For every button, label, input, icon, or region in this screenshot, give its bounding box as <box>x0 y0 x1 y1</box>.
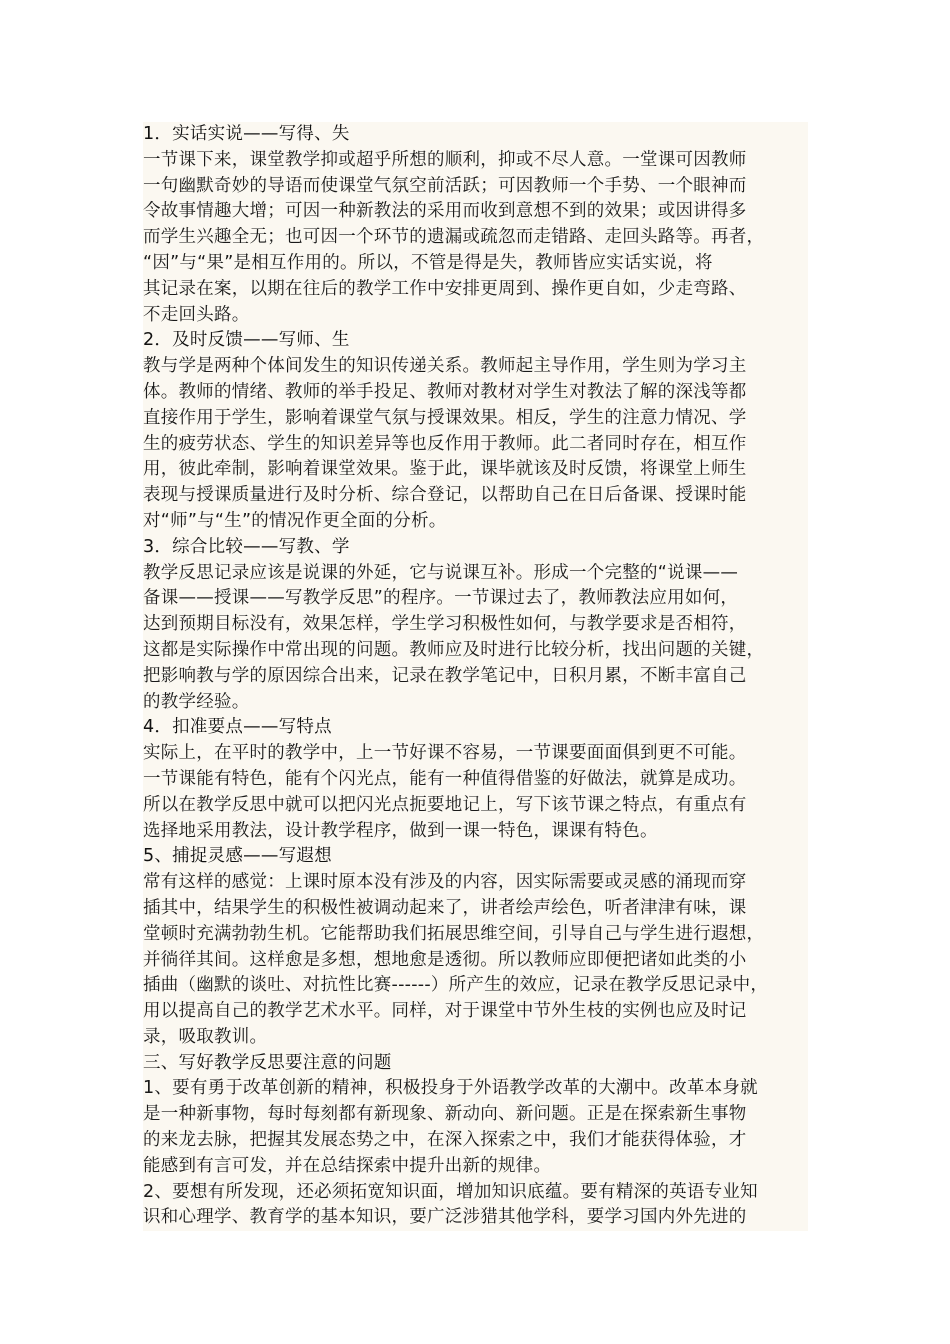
section-heading: 5、捕捉灵感——写遐想 <box>143 846 332 867</box>
section-heading: 2．及时反馈——写师、生 <box>143 330 350 351</box>
text-line: 堂顿时充满勃勃生机。它能帮助我们拓展思维空间，引导自己与学生进行遐想， <box>143 923 765 944</box>
text-line: 达到预期目标没有，效果怎样，学生学习积极性如何，与教学要求是否相符， <box>143 614 747 635</box>
text-line: 并徜徉其间。这样愈是多想，想地愈是透彻。所以教师应即便把诸如此类的小 <box>143 949 747 970</box>
text-line: 插曲（幽默的谈吐、对抗性比赛------）所产生的效应，记录在教学反思记录中， <box>143 975 769 996</box>
text-line: 表现与授课质量进行及时分析、综合登记，以帮助自己在日后备课、授课时能 <box>143 485 747 506</box>
text-line: 而学生兴趣全无；也可因一个环节的遗漏或疏忽而走错路、走回头路等。再者， <box>143 227 765 248</box>
text-line: 这都是实际操作中常出现的问题。教师应及时进行比较分析，找出问题的关键， <box>143 639 765 660</box>
text-line: 备课——授课——写教学反思”的程序。一节课过去了，教师教法应用如何， <box>143 588 739 609</box>
text-line: 1、要有勇于改革创新的精神，积极投身于外语教学改革的大潮中。改革本身就 <box>143 1078 758 1099</box>
text-line: 一节课下来，课堂教学抑或超乎所想的顺利，抑或不尽人意。一堂课可因教师 <box>143 149 747 170</box>
text-line: 所以在教学反思中就可以把闪光点扼要地记上，写下该节课之特点，有重点有 <box>143 794 747 815</box>
text-line: 识和心理学、教育学的基本知识，要广泛涉猎其他学科，要学习国内外先进的 <box>143 1207 747 1228</box>
text-line: 用，彼此牵制，影响着课堂效果。鉴于此，课毕就该及时反馈，将课堂上师生 <box>143 459 747 480</box>
section-heading: 三、写好教学反思要注意的问题 <box>143 1052 392 1073</box>
text-line: 选择地采用教法，设计教学程序，做到一课一特色，课课有特色。 <box>143 820 658 841</box>
section-heading: 3．综合比较——写教、学 <box>143 536 350 557</box>
section-heading: 4．扣准要点——写特点 <box>143 717 332 738</box>
text-line: 把影响教与学的原因综合出来，记录在教学笔记中，日积月累，不断丰富自己 <box>143 665 747 686</box>
text-line: 常有这样的感觉：上课时原本没有涉及的内容，因实际需要或灵感的涌现而穿 <box>143 872 747 893</box>
text-line: 教学反思记录应该是说课的外延，它与说课互补。形成一个完整的“说课—— <box>143 562 739 583</box>
text-line: 直接作用于学生，影响着课堂气氛与授课效果。相反，学生的注意力情况、学 <box>143 407 747 428</box>
text-line: 对“师”与“生”的情况作更全面的分析。 <box>143 510 447 531</box>
text-line: 能感到有言可发，并在总结探索中提升出新的规律。 <box>143 1155 552 1176</box>
text-line: 体。教师的情绪、教师的举手投足、教师对教材对学生对教法了解的深浅等都 <box>143 381 747 402</box>
document-body <box>143 122 808 1231</box>
text-line: 实际上，在平时的教学中，上一节好课不容易，一节课要面面俱到更不可能。 <box>143 743 747 764</box>
text-line: 一句幽默奇妙的导语而使课堂气氛空前活跃；可因教师一个手势、一个眼神而 <box>143 175 747 196</box>
text-line: 录，吸取教训。 <box>143 1026 268 1047</box>
text-line: 插其中，结果学生的积极性被调动起来了，讲者绘声绘色，听者津津有味，课 <box>143 897 747 918</box>
text-line: 不走回头路。 <box>143 304 250 325</box>
text-line: 2、要想有所发现，还必须拓宽知识面，增加知识底蕴。要有精深的英语专业知 <box>143 1181 758 1202</box>
text-line: 用以提高自己的教学艺术水平。同样，对于课堂中节外生枝的实例也应及时记 <box>143 1001 747 1022</box>
text-line: 的教学经验。 <box>143 691 250 712</box>
text-line: 一节课能有特色，能有个闪光点，能有一种值得借鉴的好做法，就算是成功。 <box>143 768 747 789</box>
text-line: 令故事情趣大增；可因一种新教法的采用而收到意想不到的效果；或因讲得多 <box>143 201 747 222</box>
text-line: 其记录在案，以期在往后的教学工作中安排更周到、操作更自如，少走弯路、 <box>143 278 747 299</box>
text-line: 生的疲劳状态、学生的知识差异等也反作用于教师。此二者同时存在，相互作 <box>143 433 747 454</box>
text-line: “因”与“果”是相互作用的。所以，不管是得是失，教师皆应实话实说，将 <box>143 252 713 273</box>
text-line: 是一种新事物，每时每刻都有新现象、新动向、新问题。正是在探索新生事物 <box>143 1104 747 1125</box>
text-line: 的来龙去脉，把握其发展态势之中，在深入探索之中，我们才能获得体验，才 <box>143 1130 747 1151</box>
text-line: 教与学是两种个体间发生的知识传递关系。教师起主导作用，学生则为学习主 <box>143 356 747 377</box>
section-heading: 1．实话实说——写得、失 <box>143 124 350 144</box>
